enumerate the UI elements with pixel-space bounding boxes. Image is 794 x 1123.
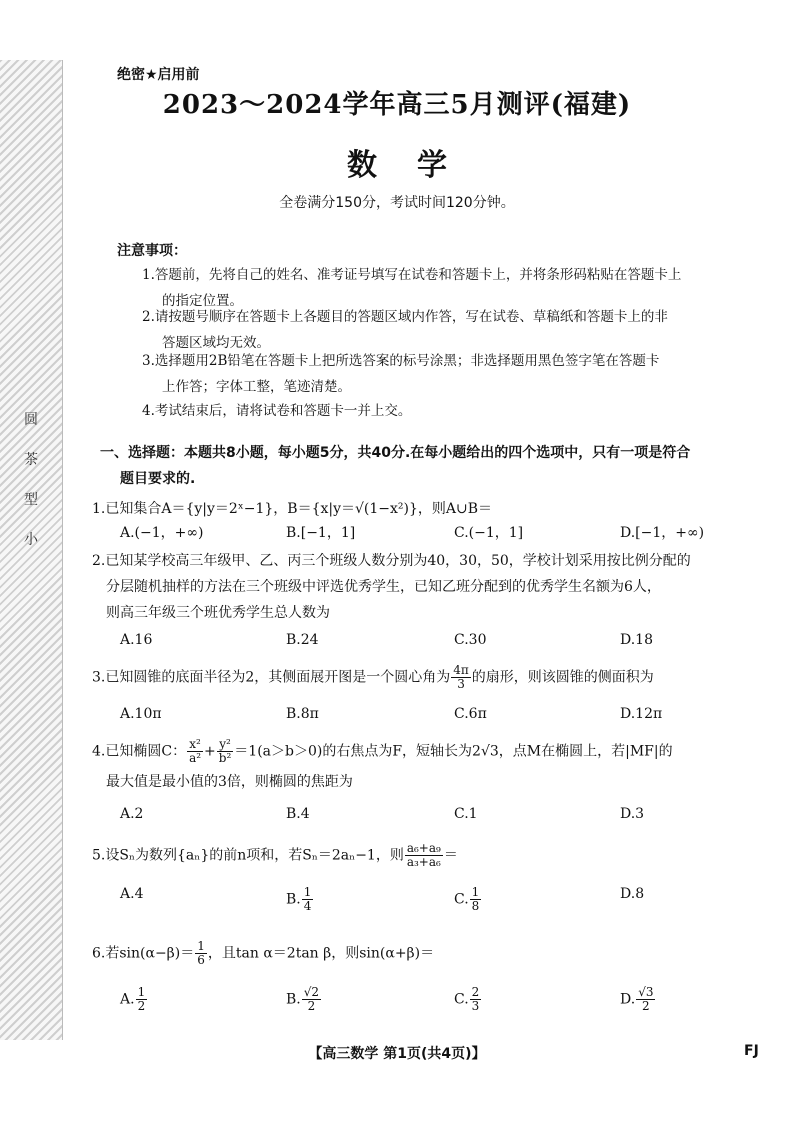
fraction-numerator: 2 [471,985,480,999]
question-stem-cont: 则高三年级三个班优秀学生总人数为 [106,605,330,621]
note-text: 请按题号顺序在答题卡上各题目的答题区域内作答，写在试卷、草稿纸和答题卡上的非 [154,309,668,325]
question-6 [92,940,772,967]
note-number: 4. [142,403,155,419]
question-6-options [92,986,772,1020]
option-b: B.8π [286,706,319,722]
note-number: 1. [142,267,155,283]
question-number: 2. [92,553,106,569]
option-a: A.16 [120,632,153,648]
question-2-options [92,632,772,658]
option-label: B. [286,991,301,1008]
question-stem-cont: 最大值是最小值的3倍，则椭圆的焦距为 [106,774,353,790]
fraction-denominator: a² [189,751,202,765]
question-stem-end: ＝ [443,847,458,864]
option-a [120,886,143,902]
question-1 [92,496,772,522]
fraction-denominator: 2 [137,999,146,1013]
fraction-denominator: 8 [471,899,480,913]
option-a: A.2 [120,806,144,822]
fraction-numerator: 1 [471,885,480,899]
section-heading-line2: 题目要求的. [120,471,196,487]
exam-title: 2023～2024学年高三5月测评(福建) [162,90,632,120]
option-value: 8 [635,886,645,902]
binding-char: 茶 [24,452,38,468]
plus-sign: + [204,743,216,760]
question-4 [92,738,772,795]
fraction-numerator: √3 [638,985,654,999]
note-text: 选择题用2B铅笔在答题卡上把所选答案的标号涂黑；非选择题用黑色签字笔在答题卡 [154,353,660,369]
question-3-options [92,706,772,732]
option-label: D. [620,886,636,902]
option-a [120,986,148,1013]
option-a: A.10π [120,706,162,722]
option-label: A. [120,991,135,1008]
fraction [470,886,482,913]
fraction-denominator: 2 [642,999,650,1013]
option-label: D. [620,991,636,1008]
question-stem-cont: 分层随机抽样的方法在三个班级中评选优秀学生，已知乙班分配到的优秀学生名额为6人， [106,579,661,595]
fraction-denominator: b² [218,751,232,765]
notes-title: 注意事项： [117,243,187,259]
option-a: A.(−1，+∞) [120,525,204,541]
fraction-numerator: x² [187,738,203,752]
fraction [195,940,207,967]
option-label: B. [286,891,301,908]
question-stem-end: 的扇形，则该圆锥的侧面积为 [471,669,654,686]
option-c: C.1 [454,806,478,822]
section-heading-line1: 一、选择题：本题共8小题，每小题5分，共40分.在每小题给出的四个选项中，只有一项是符合 [100,445,691,461]
note-item [142,398,762,424]
option-c: C.(−1，1] [454,525,524,541]
question-4-options [92,806,772,832]
section-heading [100,440,760,492]
option-value: 4 [134,886,144,902]
question-stem: 已知椭圆C： [105,743,187,760]
question-1-options [92,522,772,548]
fraction [451,664,471,691]
question-5-options [92,886,772,920]
note-text-cont: 答题区域均无效。 [162,335,270,351]
option-b: B.4 [286,806,310,822]
binding-char: 小 [24,532,38,548]
option-d: D.[−1，+∞) [620,525,705,541]
note-number: 2. [142,309,155,325]
fraction [302,886,314,913]
fraction-numerator: √2 [303,985,320,999]
fraction-numerator: 4π [453,663,469,677]
fraction-numerator: 1 [137,985,146,999]
option-b: B.[−1，1] [286,525,356,541]
option-b [286,886,314,913]
note-text-cont: 的指定位置。 [162,293,243,309]
question-number: 6. [92,945,106,962]
fraction-numerator: a₆+a₉ [406,841,441,855]
fraction-numerator: 1 [197,939,205,953]
question-stem: 若sin(α−β)＝ [105,945,195,962]
note-item [142,348,762,400]
option-b [286,986,322,1013]
option-d [620,986,656,1013]
fraction [302,986,321,1013]
option-c: C.30 [454,632,487,648]
score-line: 全卷满分150分，考试时间120分钟。 [279,195,515,211]
question-number: 5. [92,847,106,864]
question-number: 1. [92,501,106,517]
question-3 [92,664,772,691]
note-text: 考试结束后，请将试卷和答题卡一并上交。 [154,403,412,419]
fraction-denominator: 6 [197,953,205,967]
question-number: 3. [92,669,106,686]
fraction-denominator: 3 [457,677,465,691]
question-5 [92,842,772,869]
question-stem: 已知圆锥的底面半径为2，其侧面展开图是一个圆心角为 [105,669,451,686]
note-number: 3. [142,353,155,369]
binding-char: 型 [24,492,38,508]
option-label: C. [454,991,469,1008]
fraction [636,986,655,1013]
question-stem-end: ＝1(a＞b＞0)的右焦点为F，短轴长为2√3，点M在椭圆上，若|MF|的 [234,743,673,760]
option-d: D.18 [620,632,653,648]
fraction [187,738,203,765]
option-d: D.12π [620,706,663,722]
question-2 [92,548,772,626]
region-code: FJ [744,1043,759,1059]
fraction [470,986,482,1013]
fraction-numerator: y² [217,738,234,752]
fraction-denominator: 3 [471,999,480,1013]
option-c: C.6π [454,706,487,722]
secret-label: 绝密★启用前 [117,67,200,83]
question-stem: 设Sₙ为数列{aₙ}的前n项和，若Sₙ＝2aₙ−1，则 [105,847,404,864]
option-label: C. [454,891,469,908]
fraction-denominator: 2 [307,999,316,1013]
fraction [136,986,148,1013]
note-text: 答题前，先将自己的姓名、准考证号填写在试卷和答题卡上，并将条形码粘贴在答题卡上 [154,267,682,283]
binding-char: 圆 [24,412,38,428]
question-stem: 已知集合A＝{y|y＝2ˣ−1}，B＝{x|y＝√(1−x²)}，则A∪B＝ [105,501,493,517]
option-c [454,986,482,1013]
fraction-denominator: 4 [303,899,312,913]
subject-title: 数学 [347,148,487,183]
question-stem-end: ，且tan α＝2tan β，则sin(α+β)＝ [207,945,435,962]
page-footer: 【高三数学 第1页(共4页)】 [308,1046,486,1062]
option-label: A. [120,886,135,902]
option-b: B.24 [286,632,319,648]
question-number: 4. [92,743,106,760]
fraction [217,738,234,765]
option-d: D.3 [620,806,645,822]
question-stem: 已知某学校高三年级甲、乙、丙三个班级人数分别为40，30，50，学校计划采用按比例分配的 [105,553,691,569]
fraction-numerator: 1 [303,885,312,899]
option-c [454,886,482,913]
option-d [620,886,644,902]
binding-strip-text [16,400,46,560]
fraction [405,842,443,869]
note-text-cont: 上作答；字体工整，笔迹清楚。 [162,379,351,395]
fraction-denominator: a₃+a₆ [406,855,441,869]
